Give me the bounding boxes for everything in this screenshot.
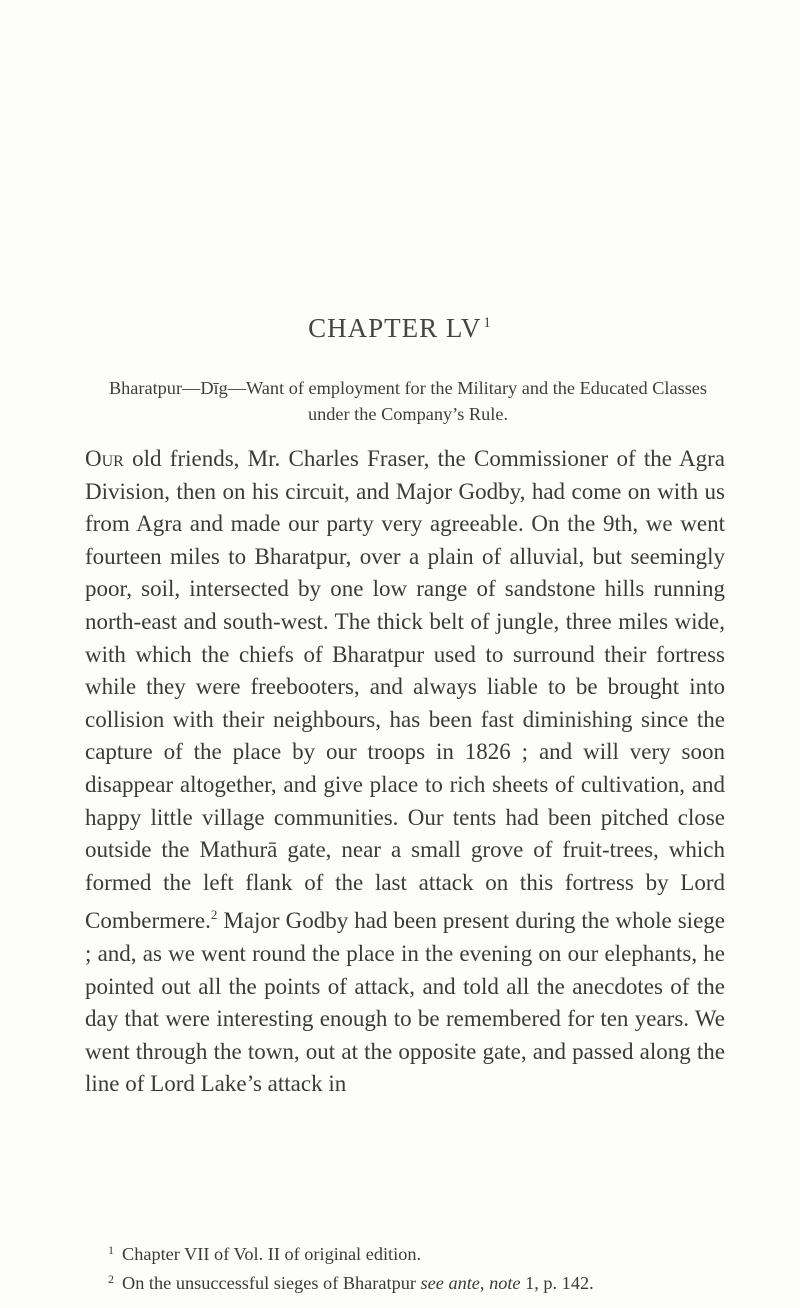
- footnote-2-comma: ,: [479, 1273, 485, 1293]
- footnote-1-mark: 1: [108, 1243, 114, 1257]
- footnote-reference-2: 2: [210, 907, 218, 923]
- paragraph-lead-word: Our: [85, 446, 124, 471]
- footnote-2: [108, 1267, 728, 1296]
- paragraph-text-part1: old friends, Mr. Charles Fraser, the Commissioner of the Agra Division, then on his circuit, and Major Godby, had come on with us from Agra and made our party very agreeable. On the 9th, we went fourteen miles to Bharatpur, over a plain of alluvial, but seemingly poor, soil, intersected by one low range of sandstone hills running north-east and south-west. The thick belt of jungle, three miles wide, with which the chiefs of Bharatpur used to surround their fortress while they were freebooters, and always liable to be brought into collision with their neighbours, has been fast diminishing since the capture of the place by our troops in 1826 ; and will very soon disappear altogether, and give place to rich sheets of cultivation, and happy little village communities. Our tents had been pitched close outside the Mathurā gate, near a small grove of fruit-trees, which formed the left flank of the last attack on this fortress by Lord Combermere.: [85, 446, 725, 934]
- chapter-heading: [0, 313, 800, 344]
- footnote-1: [108, 1238, 728, 1267]
- chapter-footnote-mark: 1: [483, 315, 492, 331]
- footnote-1-text: Chapter VII of Vol. II of original edition.: [122, 1244, 422, 1264]
- paragraph-text-part2: Major Godby had been present during the whole siege ; and, as we went round the place in the evening on our elephants, he pointed out all the points of attack, and told all the anecdotes of the day that were interesting enough to be remembered for ten years. We went through the town, out at the opposite gate, and passed along the line of Lord Lake’s attack in: [85, 908, 725, 1097]
- footnote-2-text-after: 1, p. 142.: [520, 1273, 594, 1293]
- chapter-title-text: CHAPTER LV: [308, 313, 482, 343]
- footnote-2-mark: 2: [108, 1272, 114, 1286]
- footnote-2-text-before: On the unsuccessful sieges of Bharatpur: [122, 1273, 421, 1293]
- footnotes: [108, 1238, 728, 1296]
- body-paragraph: [85, 443, 725, 1101]
- chapter-summary: Bharatpur—Dīg—Want of employment for the Military and the Educated Classes under the Company’s Rule.: [108, 378, 708, 424]
- footnote-2-see-ante: see ante: [420, 1273, 480, 1293]
- footnote-2-note: note: [484, 1273, 521, 1293]
